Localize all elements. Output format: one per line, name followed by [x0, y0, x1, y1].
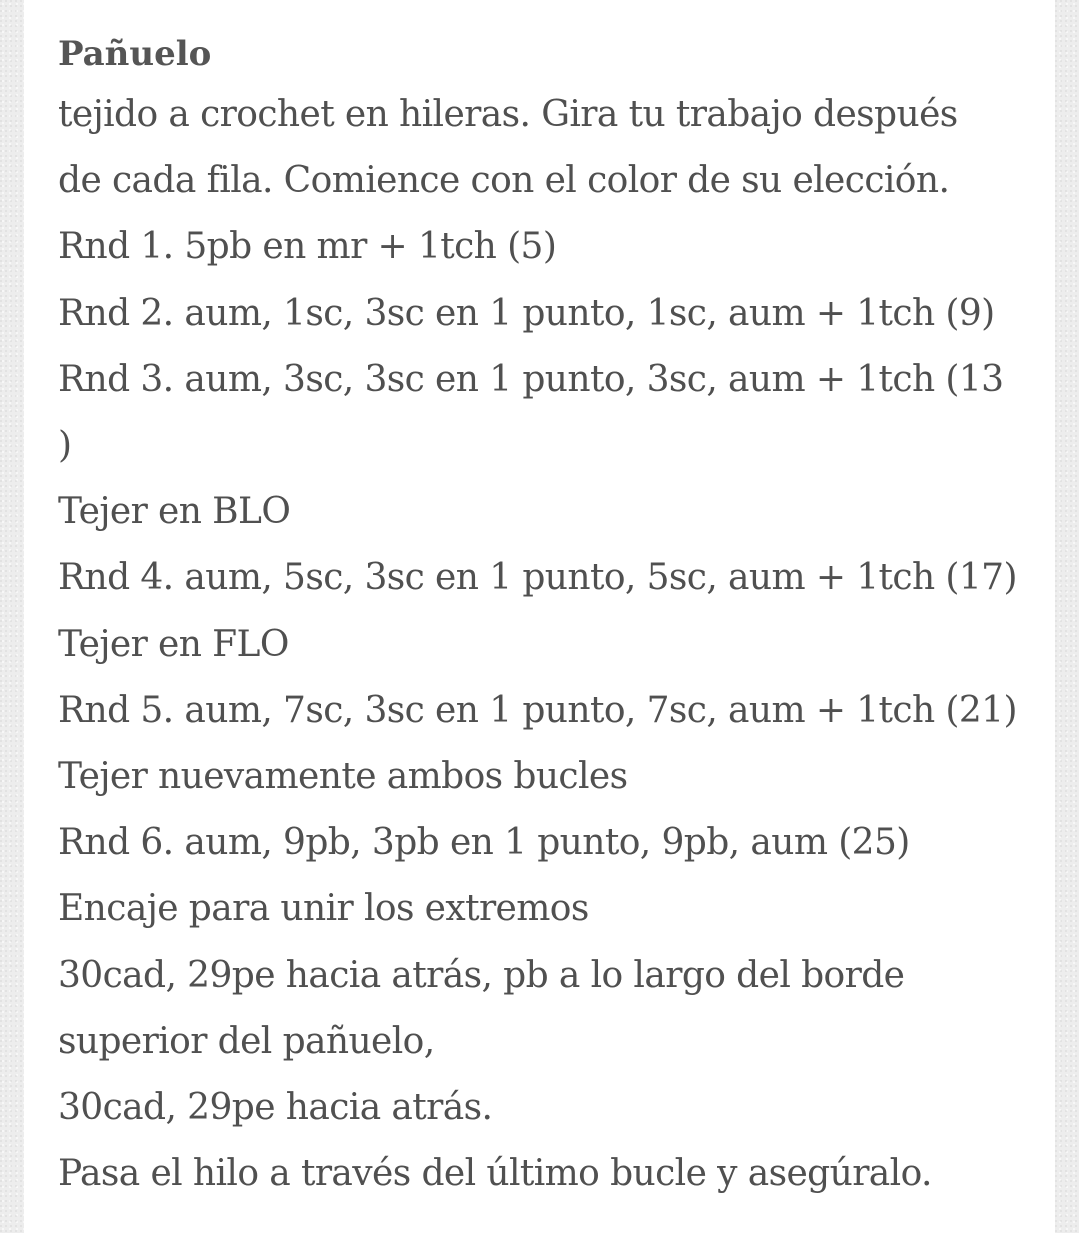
pattern-instructions: [58, 82, 1055, 1207]
instruction-line: 30cad, 29pe hacia atrás, pb a lo largo del borde: [58, 954, 905, 996]
instruction-line: superior del pañuelo,: [58, 1020, 435, 1062]
instruction-line: tejido a crochet en hileras. Gira tu trabajo después: [58, 94, 958, 135]
instruction-line: ): [58, 425, 72, 467]
instruction-line: Tejer nuevamente ambos bucles: [58, 756, 628, 798]
pattern-title: Pañuelo: [58, 34, 212, 74]
instruction-line: Pasa el hilo a través del último bucle y asegúralo.: [58, 1153, 932, 1195]
instruction-line: Tejer en FLO: [58, 623, 289, 665]
instruction-line: Rnd 2. aum, 1sc, 3sc en 1 punto, 1sc, aum + 1tch (9): [58, 292, 995, 334]
content-card: [24, 0, 1055, 1233]
instruction-line: Rnd 4. aum, 5sc, 3sc en 1 punto, 5sc, aum + 1tch (17): [58, 557, 1017, 599]
instruction-line: Rnd 5. aum, 7sc, 3sc en 1 punto, 7sc, aum + 1tch (21): [58, 689, 1017, 731]
instruction-line: Rnd 1. 5pb en mr + 1tch (5): [58, 226, 557, 268]
instruction-line: Encaje para unir los extremos: [58, 888, 589, 930]
instruction-line: Tejer en BLO: [58, 491, 291, 533]
instruction-line: Rnd 6. aum, 9pb, 3pb en 1 punto, 9pb, aum (25): [58, 822, 910, 864]
instruction-line: 30cad, 29pe hacia atrás.: [58, 1087, 493, 1129]
instruction-line: Rnd 3. aum, 3sc, 3sc en 1 punto, 3sc, aum + 1tch (13: [58, 358, 1004, 400]
instruction-line: de cada fila. Comience con el color de su elección.: [58, 160, 950, 202]
